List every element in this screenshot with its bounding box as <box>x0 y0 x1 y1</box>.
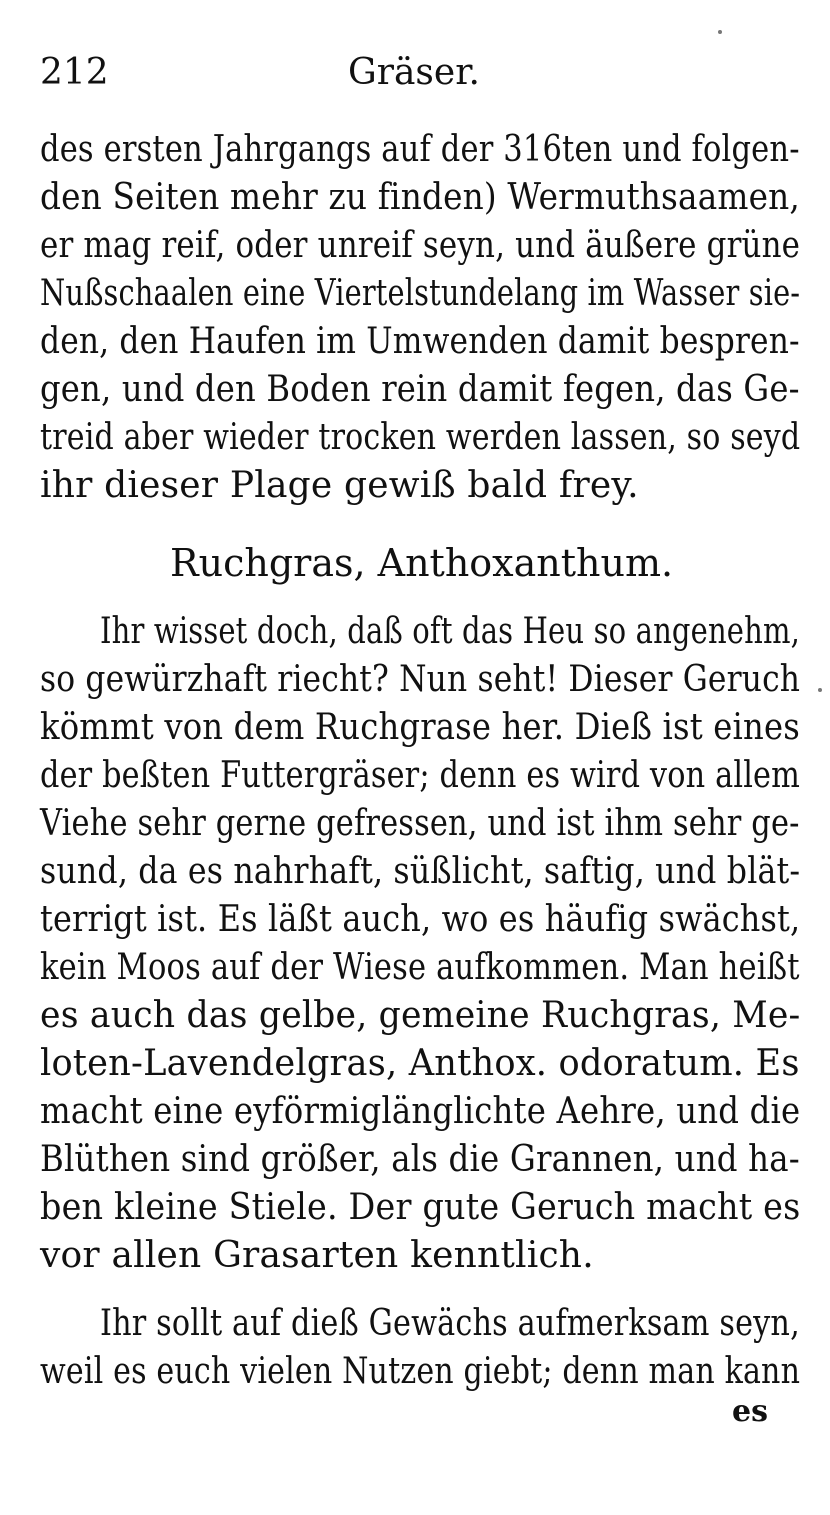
running-head <box>40 52 800 102</box>
text-line: kömmt von dem Ruchgrase her. Dieß ist eines <box>40 707 800 748</box>
text-line: den, den Haufen im Umwenden damit bespren- <box>40 321 800 362</box>
text-line: macht eine eyförmiglänglichte Aehre, und die <box>40 1091 801 1132</box>
text-line: des ersten Jahrgangs auf der 316ten und folgen- <box>40 129 800 170</box>
text-line: der beßten Futtergräser; denn es wird von allem <box>40 755 801 796</box>
text-line: ben kleine Stiele. Der gute Geruch macht es <box>40 1187 801 1228</box>
scan-speck <box>818 688 822 692</box>
text-line: es auch das gelbe, gemeine Ruchgras, Me- <box>40 995 801 1036</box>
text-line: loten-Lavendelgras, Anthox. odoratum. Es <box>40 1043 800 1084</box>
text-line: ihr dieser Plage gewiß bald frey. <box>40 465 639 506</box>
section-heading: Ruchgras, Anthoxanthum. <box>170 541 674 585</box>
text-line: so gewürzhaft riecht? Nun seht! Dieser Geruch <box>40 659 801 700</box>
text-line: vor allen Grasarten kenntlich. <box>40 1235 594 1276</box>
running-title: Gräser. <box>348 52 480 93</box>
text-line: Ihr sollt auf dieß Gewächs aufmerksam seyn, <box>100 1303 800 1344</box>
text-line: Ihr wisset doch, daß oft das Heu so angenehm, <box>100 611 801 652</box>
text-line: Blüthen sind größer, als die Grannen, und ha- <box>40 1139 800 1180</box>
scan-speck <box>718 30 722 34</box>
text-line: gen, und den Boden rein damit fegen, das Ge- <box>40 369 800 410</box>
text-line: weil es euch vielen Nutzen giebt; denn man kann <box>40 1351 801 1392</box>
text-line: Nußschaalen eine Viertelstundelang im Wasser sie- <box>40 273 801 314</box>
text-line: Viehe sehr gerne gefressen, und ist ihm sehr ge- <box>40 803 800 844</box>
text-line: er mag reif, oder unreif seyn, und äußere grüne <box>40 225 801 266</box>
text-line: sund, da es nahrhaft, süßlicht, saftig, und blät- <box>40 851 801 892</box>
text-line: den Seiten mehr zu finden) Wermuthsaamen, <box>40 177 801 218</box>
text-line: treid aber wieder trocken werden lassen, so seyd <box>40 417 801 458</box>
catchword: es <box>732 1394 768 1429</box>
page-number: 212 <box>40 52 109 93</box>
text-line: terrigt ist. Es läßt auch, wo es häufig swächst, <box>40 899 801 940</box>
text-line: kein Moos auf der Wiese aufkommen. Man heißt <box>40 947 800 988</box>
